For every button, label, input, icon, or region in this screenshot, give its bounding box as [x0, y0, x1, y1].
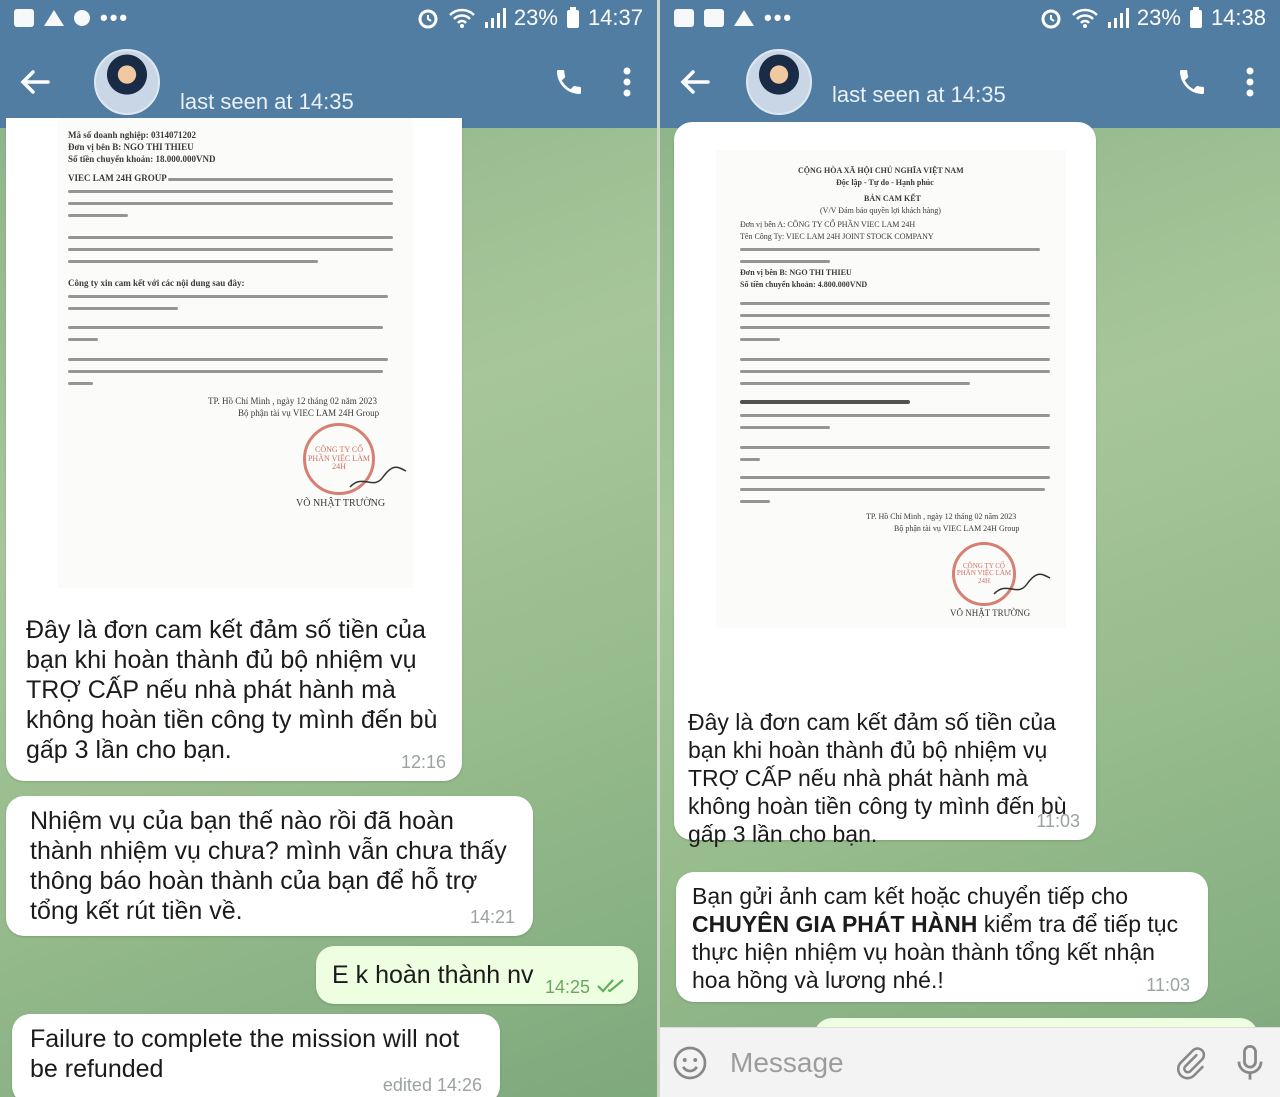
- back-arrow-icon: [680, 69, 710, 95]
- message-time: 14:21: [469, 907, 515, 927]
- wifi-icon: [448, 7, 476, 29]
- message-time: 11:03: [1146, 975, 1190, 995]
- signal-icon: [1107, 8, 1129, 28]
- doc-tax-line: Mã số doanh nghiệp: 0314071202: [68, 130, 197, 140]
- status-time: 14:38: [1210, 5, 1266, 30]
- wifi-icon: [1071, 7, 1099, 29]
- alarm-icon: [416, 6, 440, 30]
- app-notification-icon: [704, 9, 724, 27]
- more-vert-icon: [1246, 67, 1254, 97]
- double-check-icon: [596, 978, 626, 994]
- doc-date: TP. Hồ Chí Minh , ngày 12 tháng 02 năm 2023: [866, 512, 1017, 521]
- back-arrow-icon: [20, 69, 50, 95]
- message-input[interactable]: [720, 1038, 1160, 1088]
- more-options-button[interactable]: [1220, 36, 1280, 128]
- message-text: Bạn gửi ảnh cam kết hoặc chuyển tiếp cho CHUYÊN GIA PHÁT HÀNH kiểm tra để tiếp tục thực hiện nhiệm vụ hoàn thành tổng kết nhận hoa hồng và lương nhé.!: [692, 883, 1179, 993]
- doc-dept: Bộ phận tài vụ VIEC LAM 24H Group: [238, 408, 380, 418]
- signal-icon: [484, 8, 506, 28]
- commitment-document-image[interactable]: [58, 118, 413, 588]
- doc-party-a: Đơn vị bên A: CÔNG TY CỔ PHẦN VIEC LAM 24H: [740, 220, 916, 229]
- message-bubble[interactable]: [6, 118, 462, 781]
- commitment-document-image[interactable]: [716, 150, 1066, 628]
- doc-company-name: Tên Công Ty: VIEC LAM 24H JOINT STOCK COMPANY: [740, 232, 934, 241]
- message-text: Nhiệm vụ của bạn thế nào rồi đã hoàn thành nhiệm vụ chưa? mình vẫn chưa thấy thông báo hoàn thành của bạn để hỗ trợ tổng kết rút tiền về.: [30, 807, 507, 925]
- message-bubble[interactable]: [674, 122, 1096, 847]
- outgoing-message-bubble[interactable]: [316, 946, 638, 1004]
- doc-date: TP. Hồ Chí Minh , ngày 12 tháng 02 năm 2023: [208, 396, 377, 406]
- more-notifications-icon: •••: [100, 5, 130, 30]
- message-bubble[interactable]: [12, 1014, 500, 1097]
- doc-commit-heading: Công ty xin cam kết với các nội dung sau đây:: [68, 278, 245, 288]
- message-time: 12:16: [400, 752, 446, 772]
- mic-icon: [1235, 1045, 1265, 1081]
- battery-icon: [566, 7, 580, 29]
- more-options-button[interactable]: [597, 36, 657, 128]
- call-button[interactable]: [1164, 36, 1220, 128]
- doc-title-4: (V/V Đảm bảo quyền lợi khách hàng): [820, 206, 941, 215]
- company-seal: CÔNG TY CỔ PHẦN VIỆC LÀM 24H: [952, 542, 1016, 606]
- emoji-icon: [672, 1045, 708, 1081]
- phone-call-icon: [553, 66, 585, 98]
- status-time: 14:37: [587, 5, 643, 30]
- battery-icon: [1189, 7, 1203, 29]
- last-seen-status: last seen at 14:35: [832, 82, 1006, 107]
- message-time: edited 14:26: [382, 1075, 482, 1095]
- chat-header: [0, 36, 657, 128]
- doc-signer: VÕ NHẬT TRƯỜNG: [296, 498, 386, 509]
- chat-area: [0, 128, 657, 1097]
- emoji-button[interactable]: [660, 1028, 720, 1097]
- battery-percent: 23%: [1136, 5, 1181, 30]
- back-button[interactable]: [0, 36, 70, 128]
- battery-percent: 23%: [513, 5, 558, 30]
- doc-title-1: CỘNG HÒA XÃ HỘI CHỦ NGHĨA VIỆT NAM: [798, 166, 964, 175]
- message-time: 14:25: [544, 977, 590, 997]
- doc-amount: Số tiền chuyển khoản: 4.800.000VND: [740, 280, 868, 289]
- doc-title-3: BẢN CAM KẾT: [864, 194, 921, 203]
- voice-button[interactable]: [1220, 1028, 1280, 1097]
- attach-button[interactable]: [1160, 1028, 1220, 1097]
- message-input-bar: [660, 1027, 1280, 1097]
- signature: [348, 463, 408, 493]
- phone-call-icon: [1176, 66, 1208, 98]
- message-text: Đây là đơn cam kết đảm số tiền của bạn khi hoàn thành đủ bộ nhiệm vụ TRỢ CẤP nếu nhà phát hành mà không hoàn tiền công ty mình đến bù gấp 3 lần cho bạn.: [688, 709, 1067, 847]
- expert-highlight: CHUYÊN GIA PHÁT HÀNH: [692, 911, 978, 937]
- gallery-icon: [674, 9, 694, 27]
- doc-dept: Bộ phận tài vụ VIEC LAM 24H Group: [894, 524, 1020, 533]
- attach-icon: [1173, 1046, 1207, 1080]
- last-seen-status: last seen at 14:35: [180, 89, 354, 114]
- signature: [992, 570, 1052, 600]
- chat-header: [660, 36, 1280, 128]
- message-bubble[interactable]: [6, 796, 533, 936]
- doc-title-2: Độc lập - Tự do - Hạnh phúc: [836, 178, 934, 187]
- telegram-icon: [734, 10, 754, 26]
- avatar[interactable]: [94, 49, 160, 115]
- doc-amount: Số tiền chuyển khoản: 18.000.000VND: [68, 154, 216, 164]
- doc-group: VIEC LAM 24H GROUP: [68, 173, 167, 183]
- message-bubble[interactable]: [676, 872, 1208, 1002]
- telegram-icon: [44, 10, 64, 26]
- alarm-icon: [1039, 6, 1063, 30]
- status-bar: [660, 0, 1280, 36]
- doc-signer: VÕ NHẬT TRƯỜNG: [950, 608, 1031, 618]
- message-time: 11:03: [1036, 811, 1080, 831]
- avatar[interactable]: [746, 49, 812, 115]
- right-screenshot: [660, 0, 1280, 1097]
- chat-area: [660, 128, 1280, 1097]
- more-vert-icon: [623, 67, 631, 97]
- missed-call-icon: [74, 10, 90, 26]
- message-text: Đây là đơn cam kết đảm số tiền của bạn khi hoàn thành đủ bộ nhiệm vụ TRỢ CẤP nếu nhà phát hành mà không hoàn tiền công ty mình đến bù gấp 3 lần cho bạn.: [26, 616, 438, 764]
- message-text: Failure to complete the mission will not be refunded: [30, 1025, 460, 1083]
- doc-party-b: Đơn vị bên B: NGO THI THIEU: [68, 142, 194, 152]
- company-seal: CÔNG TY CỔ PHẦN VIỆC LÀM 24H: [303, 423, 375, 495]
- back-button[interactable]: [660, 36, 730, 128]
- status-bar: [0, 0, 657, 36]
- doc-party-b: Đơn vị bên B: NGO THI THIEU: [740, 268, 852, 277]
- gallery-icon: [14, 9, 34, 27]
- call-button[interactable]: [541, 36, 597, 128]
- more-notifications-icon: •••: [764, 5, 794, 30]
- message-text: E k hoàn thành nv: [332, 961, 534, 989]
